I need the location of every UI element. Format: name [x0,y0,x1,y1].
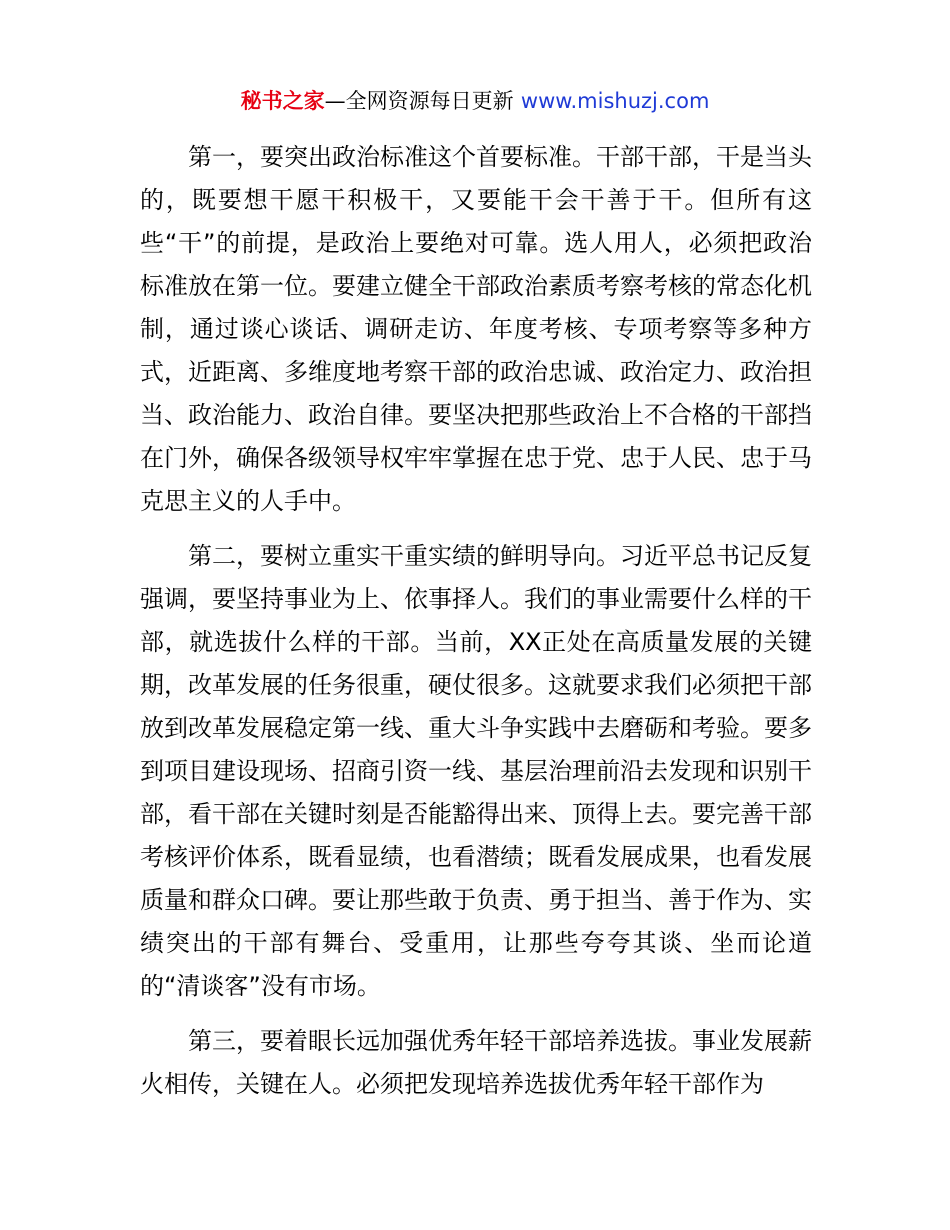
paragraph-3: 第三，要着眼长远加强优秀年轻干部培养选拔。事业发展薪火相传，关键在人。必须把发现培养选拔优秀年轻干部作为 [140,1027,812,1098]
site-tagline: —全网资源每日更新 [324,89,514,113]
paragraph-1: 第一，要突出政治标准这个首要标准。干部干部，干是当头的，既要想干愿干积极干，又要能干会干善于干。但所有这些“干”的前提，是政治上要绝对可靠。选人用人，必须把政治标准放在第一位。要建立健全干部政治素质考察考核的常态化机制，通过谈心谈话、调研走访、年度考核、专项考察等多种方式，近距离、多维度地考察干部的政治忠诚、政治定力、政治担当、政治能力、政治自律。要坚决把那些政治上不合格的干部挡在门外，确保各级领导权牢牢掌握在忠于党、忠于人民、忠于马克思主义的人手中。 [140,143,812,515]
site-brand: 秘书之家 [240,89,325,113]
paragraph-2: 第二，要树立重实干重实绩的鲜明导向。习近平总书记反复强调，要坚持事业为上、依事择人。我们的事业需要什么样的干部，就选拔什么样的干部。当前，XX正处在高质量发展的关键期，改革发展的任务很重，硬仗很多。这就要求我们必须把干部放到改革发展稳定第一线、重大斗争实践中去磨砺和考验。要多到项目建设现场、招商引资一线、基层治理前沿去发现和识别干部，看干部在关键时刻是否能豁得出来、顶得上去。要完善干部考核评价体系，既看显绩，也看潜绩；既看发展成果，也看发展质量和群众口碑。要让那些敢于负责、勇于担当、善于作为、实绩突出的干部有舞台、受重用，让那些夸夸其谈、坐而论道的“清谈客”没有市场。 [140,542,812,1000]
document-body [140,136,812,1118]
site-url-link[interactable]: www.mishuzj.com [520,89,710,113]
site-header [0,86,950,116]
